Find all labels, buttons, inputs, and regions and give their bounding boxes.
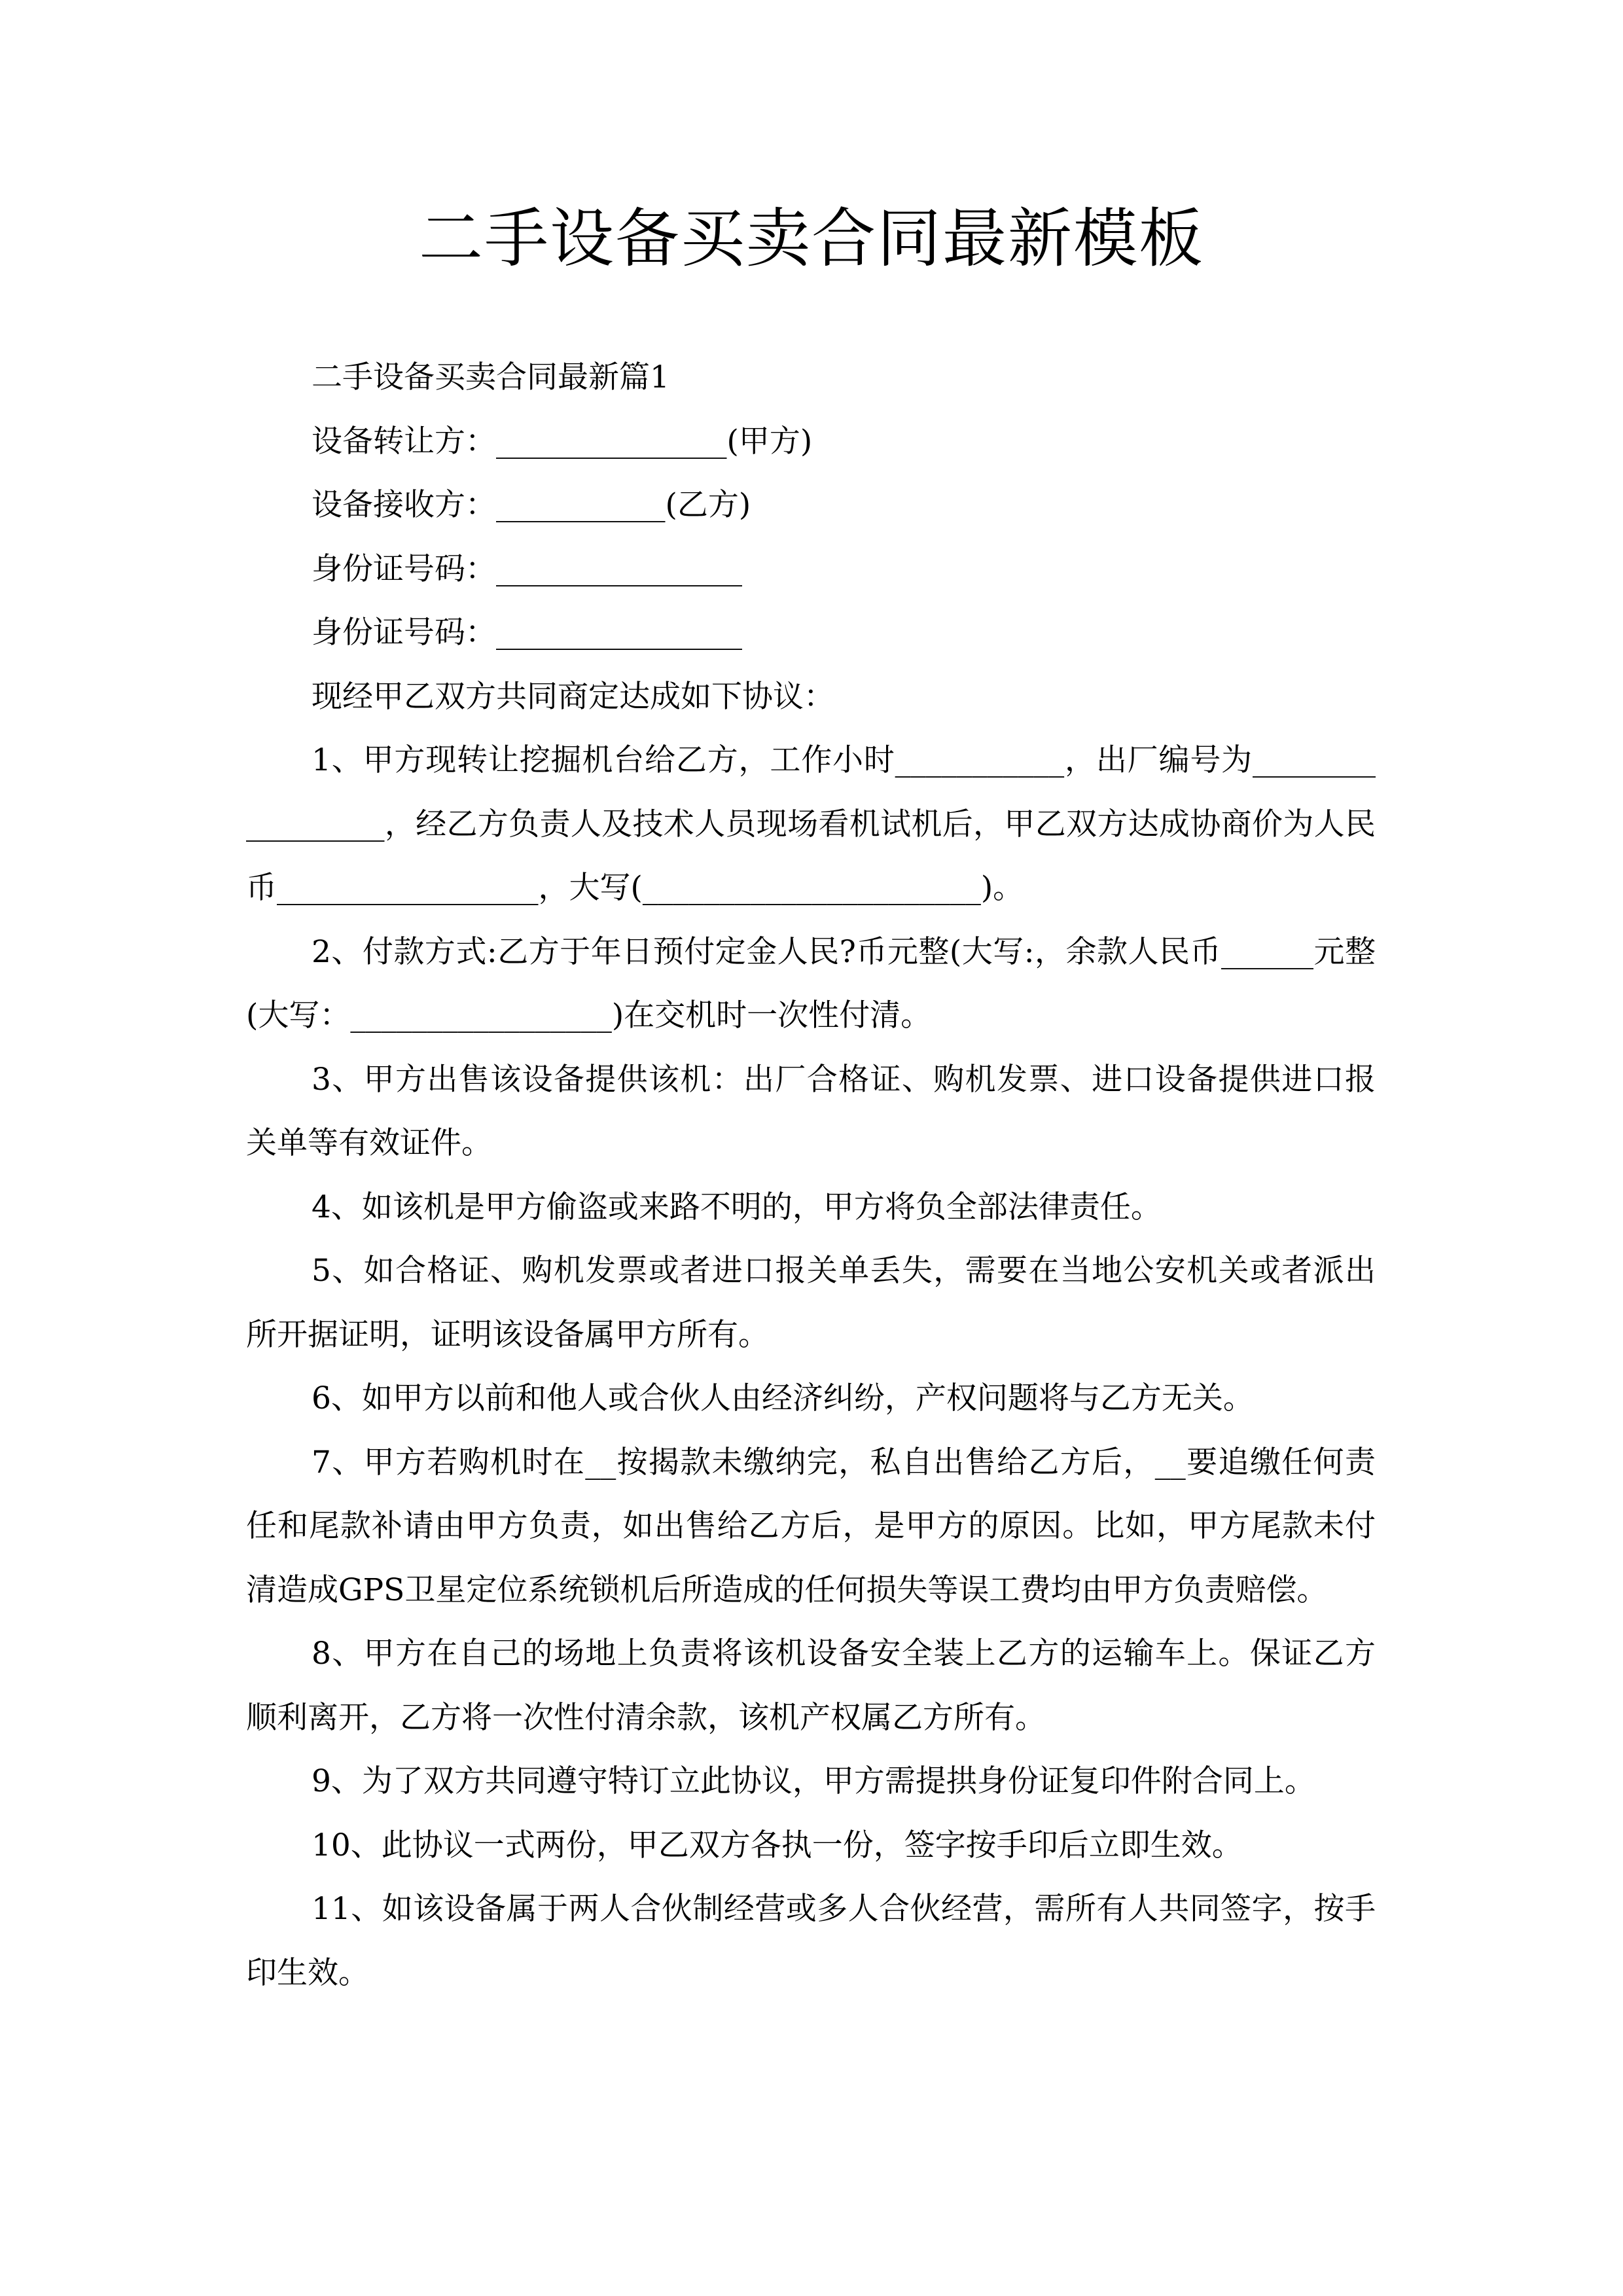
transferor-field: 设备转让方：_______________(甲方) <box>312 423 813 459</box>
clause-7: 7、甲方若购机时在__按揭款未缴纳完，私自出售给乙方后，__要追缴任何责任和尾款补请由甲方负责，如出售给乙方后，是甲方的原因。比如，甲方尾款未付清造成GPS卫星定位系统锁机后所造成的任何损失等误工费均由甲方负责赔偿。 <box>246 1444 1376 1608</box>
clause-5: 5、如合格证、购机发票或者进口报关单丢失，需要在当地公安机关或者派出所开据证明，证明该设备属甲方所有。 <box>246 1253 1376 1353</box>
document-body <box>246 346 1376 2005</box>
clause-1: 1、甲方现转让挖掘机台给乙方，工作小时___________，出厂编号为_________________，经乙方负责人及技术人员现场看机试机后，甲乙双方达成协商价为人民币_________________，大写(______________________)。 <box>246 742 1376 906</box>
id-number-field: 身份证号码：________________ <box>312 550 742 587</box>
clause-11: 11、如该设备属于两人合伙制经营或多人合伙经营，需所有人共同签字，按手印生效。 <box>246 1891 1376 1991</box>
clause-8: 8、甲方在自己的场地上负责将该机设备安全装上乙方的运输车上。保证乙方顺利离开，乙方将一次性付清余款，该机产权属乙方所有。 <box>246 1636 1376 1736</box>
heading-article-1: 二手设备买卖合同最新篇1 <box>312 359 669 395</box>
clause-9: 9、为了双方共同遵守特订立此协议，甲方需提拱身份证复印件附合同上。 <box>312 1763 1315 1799</box>
clause-4: 4、如该机是甲方偷盗或来路不明的，甲方将负全部法律责任。 <box>312 1189 1162 1225</box>
clause-6: 6、如甲方以前和他人或合伙人由经济纠纷，产权问题将与乙方无关。 <box>312 1380 1254 1416</box>
agreement-intro: 现经甲乙双方共同商定达成如下协议： <box>312 678 834 715</box>
clause-10: 10、此协议一式两份，甲乙双方各执一份，签字按手印后立即生效。 <box>312 1827 1243 1863</box>
clause-3: 3、甲方出售该设备提供该机：出厂合格证、购机发票、进口设备提供进口报关单等有效证件。 <box>246 1061 1376 1161</box>
id-number-field: 身份证号码：________________ <box>312 615 742 651</box>
receiver-field: 设备接收方：___________(乙方) <box>312 487 751 523</box>
clause-2: 2、付款方式:乙方于年日预付定金人民?币元整(大写:，余款人民币______元整(大写：_________________)在交机时一次性付清。 <box>246 933 1376 1033</box>
document-title: 二手设备买卖合同最新模板 <box>418 202 1204 276</box>
